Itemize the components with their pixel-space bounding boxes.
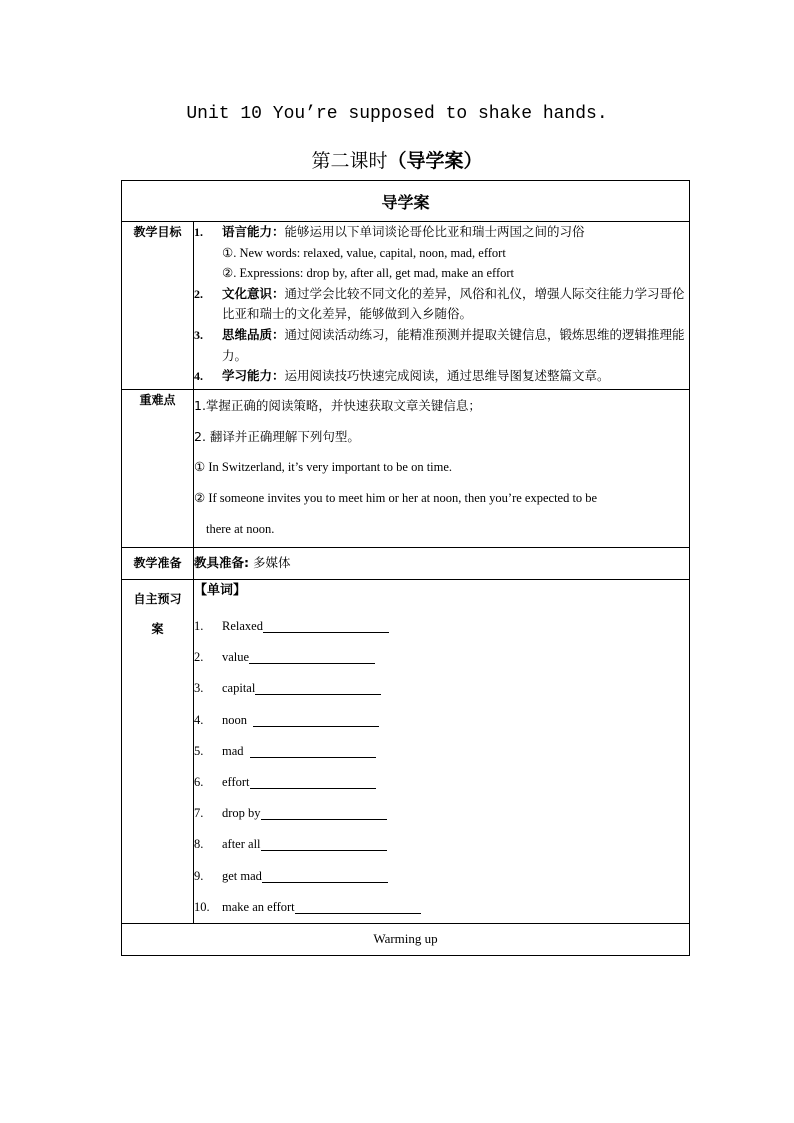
answer-blank[interactable] [250, 745, 376, 758]
vocabulary-number: 8. [194, 837, 204, 852]
keypoints-row [122, 390, 690, 548]
objectives-label: 教学目标 [122, 222, 194, 390]
answer-blank[interactable] [262, 870, 388, 883]
prep-text: 多媒体 [249, 555, 291, 570]
vocabulary-term: get mad [222, 868, 262, 883]
warming-row [122, 923, 690, 955]
objective-item: 1. 语言能力：能够运用以下单词谈论哥伦比亚和瑞士两国之间的习俗 [194, 224, 585, 239]
keypoint-line: 2. 翻译并正确理解下列句型。 [194, 429, 360, 444]
vocabulary-number: 2. [194, 650, 204, 665]
vocabulary-term: drop by [222, 806, 261, 821]
vocabulary-item [194, 892, 689, 923]
answer-blank[interactable] [253, 714, 379, 727]
keypoint-sentence: ① In Switzerland, it’s very important to be on time. [194, 460, 453, 474]
answer-blank[interactable] [250, 776, 376, 789]
vocabulary-item [194, 642, 689, 673]
answer-blank[interactable] [249, 651, 375, 664]
answer-blank[interactable] [263, 620, 389, 633]
objectives-content [194, 222, 690, 390]
vocabulary-number: 5. [194, 743, 204, 758]
vocabulary-item [194, 767, 689, 798]
vocabulary-term: value [222, 650, 250, 665]
vocabulary-number: 4. [194, 712, 204, 727]
preview-row [122, 580, 690, 924]
vocabulary-item [194, 861, 689, 892]
vocabulary-item [194, 673, 689, 704]
vocabulary-term: after all [222, 837, 261, 852]
table-header-row [122, 181, 690, 222]
vocabulary-number: 7. [194, 806, 204, 821]
objective-item: 2. 文化意识：通过学会比较不同文化的差异，风俗和礼仪，增强人际交往能力学习哥伦比亚和瑞士的文化差异，能够做到入乡随俗。 [194, 285, 685, 322]
vocabulary-term: Relaxed [222, 619, 263, 634]
prep-row [122, 548, 690, 580]
warming-up-heading: Warming up [122, 923, 690, 955]
new-words-line: ①. New words: relaxed, value, capital, noon, mad, effort [222, 245, 506, 260]
table-header: 导学案 [122, 181, 690, 222]
document-title: Unit 10 You’re supposed to shake hands. [186, 104, 608, 124]
expressions-line: ②. Expressions: drop by, after all, get mad, make an effort [222, 266, 515, 281]
lesson-plan-table [121, 180, 690, 956]
vocabulary-term: mad [222, 743, 250, 758]
prep-label: 教学准备 [122, 548, 194, 580]
vocabulary-item [194, 705, 689, 736]
vocabulary-number: 3. [194, 681, 204, 696]
objective-item: 4. 学习能力：运用阅读技巧快速完成阅读，通过思维导图复述整篇文章。 [194, 368, 610, 384]
keypoints-label: 重难点 [122, 390, 194, 548]
vocabulary-item [194, 736, 689, 767]
subtitle-lesson: 第二课时 [311, 150, 388, 172]
keypoint-sentence: ② If someone invites you to meet him or her at noon, then you’re expected to be [194, 491, 598, 505]
vocabulary-term: make an effort [222, 899, 295, 914]
vocabulary-number: 6. [194, 775, 204, 790]
vocabulary-number: 10. [194, 899, 210, 914]
document-subtitle [0, 146, 794, 173]
preview-label: 自主预习 案 [122, 580, 194, 924]
answer-blank[interactable] [261, 838, 387, 851]
vocabulary-list [194, 611, 689, 923]
keypoint-line: 1.掌握正确的阅读策略，并快速获取文章关键信息； [194, 398, 481, 413]
vocabulary-term: noon [222, 712, 254, 727]
objectives-row [122, 222, 690, 390]
keypoint-sentence-cont: there at noon. [206, 522, 275, 536]
vocabulary-item [194, 611, 689, 642]
answer-blank[interactable] [261, 807, 387, 820]
vocabulary-item [194, 829, 689, 860]
vocabulary-number: 9. [194, 868, 204, 883]
answer-blank[interactable] [255, 682, 381, 695]
vocabulary-content [194, 580, 690, 924]
vocabulary-number: 1. [194, 619, 204, 634]
vocabulary-heading: 【单词】 [194, 583, 247, 598]
prep-content [194, 548, 690, 580]
vocabulary-item [194, 798, 689, 829]
keypoints-content [194, 390, 690, 548]
prep-head: 教具准备: [194, 555, 249, 570]
vocabulary-term: effort [222, 775, 250, 790]
subtitle-type: （导学案） [387, 150, 483, 172]
answer-blank[interactable] [295, 901, 421, 914]
objective-item: 3. 思维品质：通过阅读活动练习，能精准预测并提取关键信息，锻炼思维的逻辑推理能力。 [194, 326, 685, 363]
vocabulary-term: capital [222, 681, 256, 696]
